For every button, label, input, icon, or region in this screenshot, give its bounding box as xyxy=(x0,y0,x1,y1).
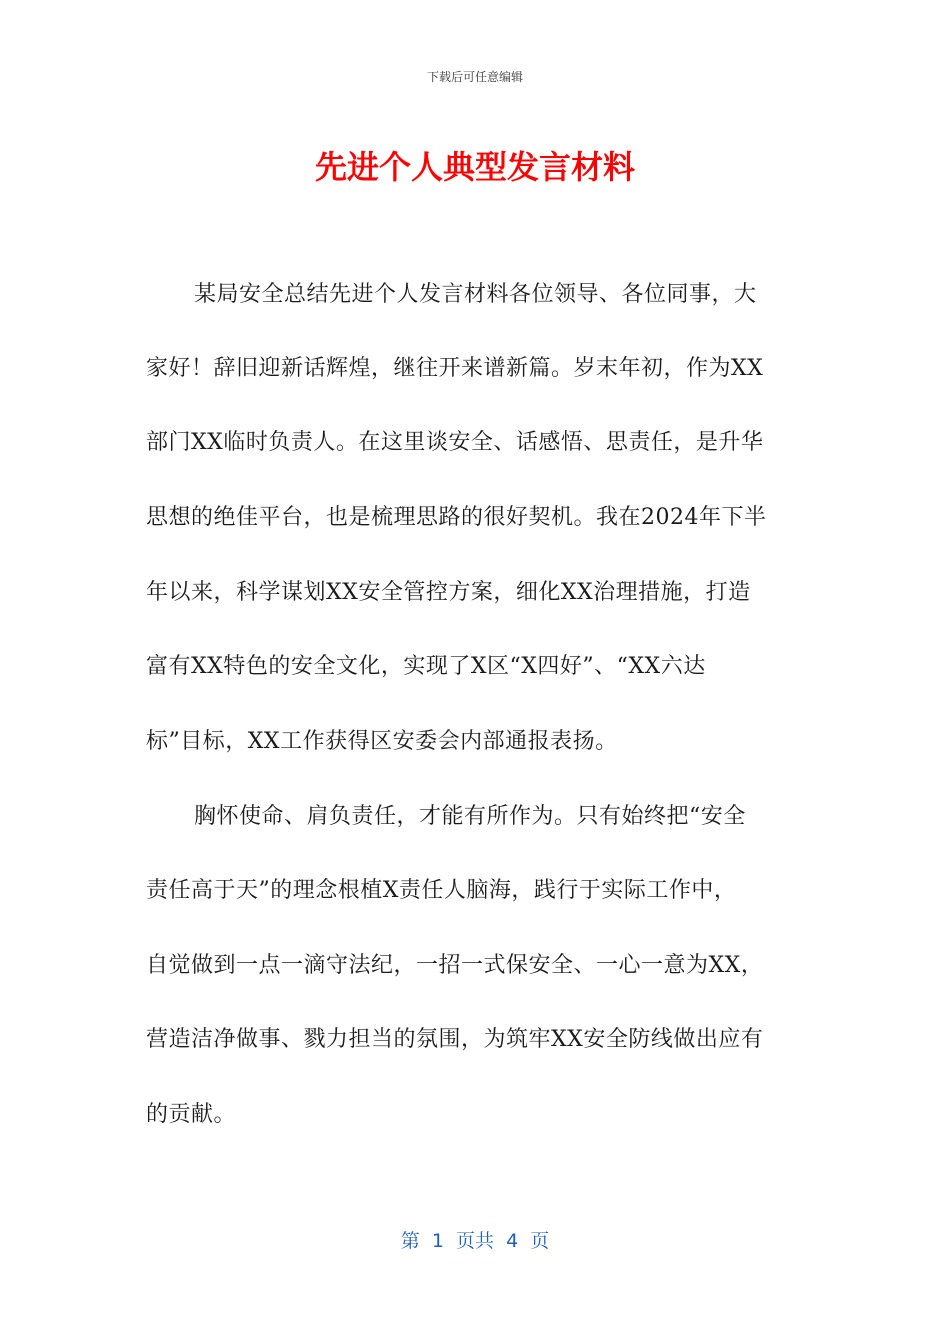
paragraph-1-line-1: 某局安全总结先进个人发言材料各位领导、各位同事，大 xyxy=(194,282,757,307)
paragraph-2-line-3: 自觉做到一点一滴守法纪，一招一式保安全、一心一意为XX， xyxy=(146,953,764,978)
header-note: 下载后可任意编辑 xyxy=(426,70,523,84)
paragraph-1-line-4: 思想的绝佳平台，也是梳理思路的很好契机。我在2024年下半 xyxy=(146,505,767,530)
paragraph-2-line-1: 胸怀使命、肩负责任，才能有所作为。只有始终把“安全 xyxy=(194,804,746,829)
paragraph-1-line-3: 部门XX临时负责人。在这里谈安全、话感悟、思责任，是升华 xyxy=(146,430,764,455)
paragraph-1-line-2: 家好！辞旧迎新话辉煌，继往开来谱新篇。岁末年初，作为XX xyxy=(146,356,764,381)
paragraph-2-line-5: 的贡献。 xyxy=(146,1102,237,1127)
document-title: 先进个人典型发言材料 xyxy=(314,148,635,186)
paragraph-2-line-4: 营造洁净做事、戮力担当的氛围，为筑牢XX安全防线做出应有 xyxy=(146,1027,764,1052)
paragraph-2-line-2: 责任高于天”的理念根植X责任人脑海，践行于实际工作中， xyxy=(146,878,737,903)
paragraph-1-line-7: 标”目标，XX工作获得区安委会内部通报表扬。 xyxy=(146,729,618,754)
paragraph-1-line-5: 年以来，科学谋划XX安全管控方案，细化XX治理措施，打造 xyxy=(146,580,751,605)
paragraph-1-line-6: 富有XX特色的安全文化，实现了X区“X四好”、“XX六达 xyxy=(146,654,706,679)
page-number-footer: 第 1 页共 4 页 xyxy=(400,1230,550,1252)
